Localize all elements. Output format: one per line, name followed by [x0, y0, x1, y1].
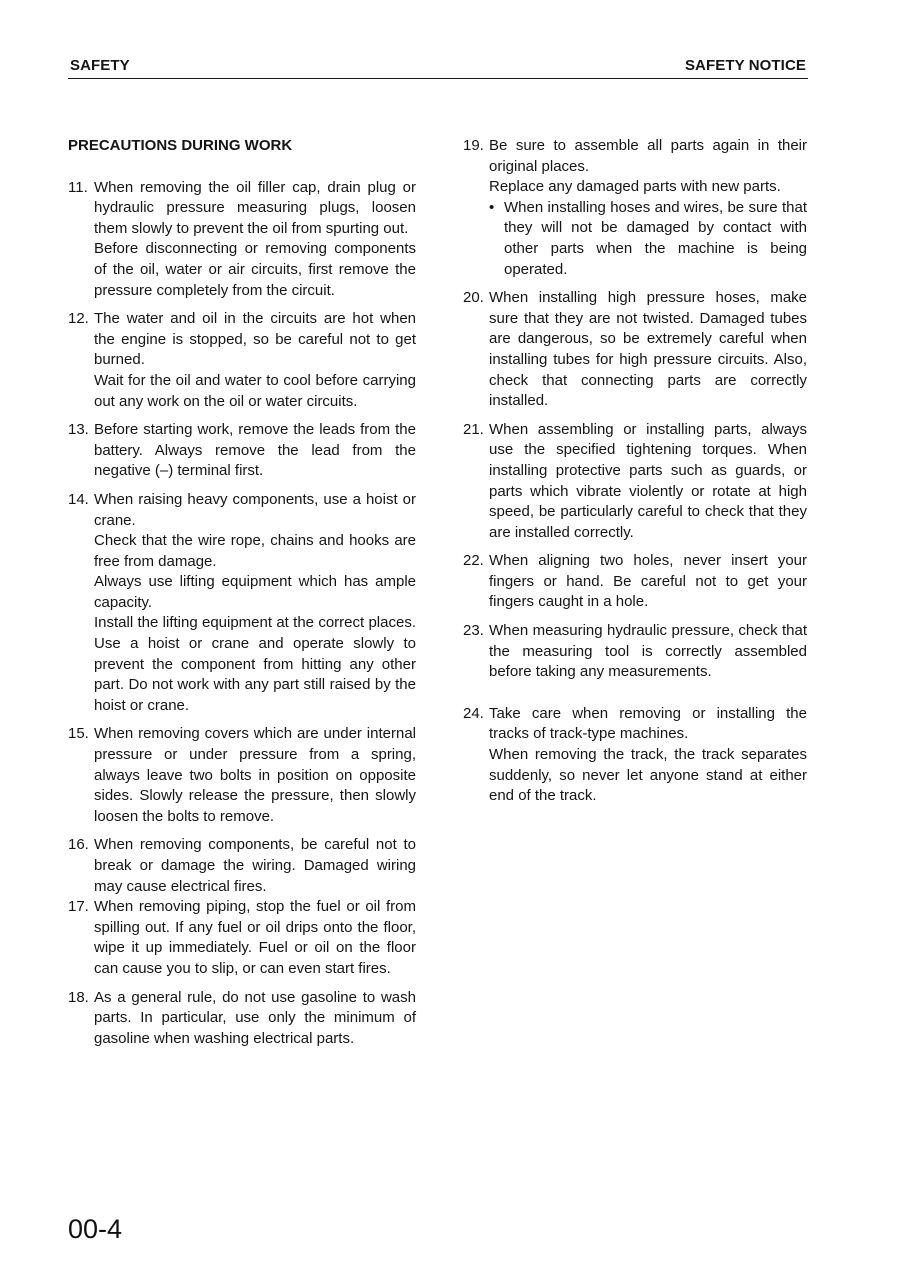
item-text: When removing covers which are under internal pressure or under pressure from a spring, always leave two bolts in position on opposite sides. Slowly release the pressure, then slowly loosen the bolts to remove. — [94, 725, 416, 825]
page-number: 00-4 — [68, 1214, 123, 1244]
list-item-13 — [68, 420, 416, 482]
list-item-18 — [68, 988, 416, 1050]
header-section-label: SAFETY — [70, 57, 130, 74]
list-item-22 — [463, 551, 807, 613]
item-number: 12. — [68, 310, 89, 328]
item-text: Always use lifting equipment which has ample capacity. — [94, 573, 416, 611]
item-number: 17. — [68, 898, 89, 916]
header-rule — [68, 78, 808, 79]
item-number: 13. — [68, 421, 89, 439]
item-text: Before disconnecting or removing components of the oil, water or air circuits, first remove the pressure completely from the circuit. — [94, 240, 416, 299]
item-number: 22. — [463, 552, 484, 570]
item-text: When removing piping, stop the fuel or oil from spilling out. If any fuel or oil drips onto the floor, wipe it up immediately. Fuel or oil on the floor can cause you to slip, or can even start fires. — [94, 898, 416, 977]
section-title: PRECAUTIONS DURING WORK — [68, 137, 293, 154]
item-text: Wait for the oil and water to cool before carrying out any work on the oil or water circuits. — [94, 371, 416, 410]
item-number: 23. — [463, 622, 484, 640]
list-item-15 — [68, 724, 416, 827]
item-text: Before starting work, remove the leads from the battery. Always remove the lead from the negative (–) terminal first. — [94, 421, 416, 480]
item-number: 11. — [68, 178, 88, 196]
list-item-14 — [68, 490, 416, 717]
item-number: 18. — [68, 988, 89, 1006]
item-number: 14. — [68, 490, 89, 508]
header-page-title: SAFETY NOTICE — [684, 57, 806, 74]
item-number: 20. — [463, 289, 484, 307]
item-text: When measuring hydraulic pressure, check that the measuring tool is correctly assembled before taking any measurements. — [489, 622, 807, 681]
item-number: 15. — [68, 725, 89, 743]
item-text: When aligning two holes, never insert your fingers or hand. Be careful not to get your fingers caught in a hole. — [489, 552, 807, 611]
item-text: When removing the track, the track separates suddenly, so never let anyone stand at either end of the track. — [489, 746, 807, 805]
item-text: When assembling or installing parts, always use the specified tightening torques. When installing protective parts such as guards, or parts which vibrate violently or rotate at high speed, be particularly careful to check that they are installed correctly. — [489, 420, 807, 541]
item-number: 24. — [463, 704, 484, 722]
bullet-text: When installing hoses and wires, be sure that they will not be damaged by contact with other parts when the machine is being operated. — [504, 198, 807, 278]
list-item-11 — [68, 178, 416, 302]
item-number: 19. — [463, 137, 484, 154]
list-item-12 — [68, 309, 416, 412]
list-item-17 — [68, 897, 416, 979]
list-item-23 — [463, 621, 807, 683]
item-text: When raising heavy components, use a hoist or crane. — [94, 490, 416, 529]
left-column — [68, 136, 416, 1049]
item-text: Install the lifting equipment at the correct places. Use a hoist or crane and operate slowly to prevent the component from hitting any other part. Do not work with any part still raised by the hoist or crane. — [94, 614, 416, 714]
item-number: 16. — [68, 836, 89, 854]
item-number: 21. — [463, 420, 484, 438]
item-text: Be sure to assemble all parts again in their original places. — [489, 137, 807, 175]
list-item-24 — [463, 704, 807, 807]
item-text: When removing the oil filler cap, drain plug or hydraulic pressure measuring plugs, loosen them slowly to prevent the oil from spurting out. — [94, 178, 416, 237]
item-text: Take care when removing or installing the tracks of track-type machines. — [489, 704, 807, 743]
item-text: As a general rule, do not use gasoline to wash parts. In particular, use only the minimum of gasoline when washing electrical parts. — [94, 988, 416, 1047]
item-text: When removing components, be careful not to break or damage the wiring. Damaged wiring may cause electrical fires. — [94, 836, 416, 895]
list-item-20 — [463, 288, 807, 412]
right-column — [463, 136, 807, 807]
list-item-21 — [463, 420, 807, 544]
list-item-19 — [463, 136, 807, 280]
bullet-item — [489, 198, 807, 280]
list-item-16 — [68, 835, 416, 897]
bullet-dot: • — [489, 198, 495, 216]
item-text: Replace any damaged parts with new parts. — [489, 178, 781, 196]
item-text: The water and oil in the circuits are hot when the engine is stopped, so be careful not to get burned. — [94, 310, 416, 369]
item-text: When installing high pressure hoses, make sure that they are not twisted. Damaged tubes are dangerous, so be extremely careful when installing tubes for high pressure circuits. Also, check that connecting parts are correctly installed. — [489, 289, 807, 410]
item-text: Check that the wire rope, chains and hooks are free from damage. — [94, 532, 416, 570]
